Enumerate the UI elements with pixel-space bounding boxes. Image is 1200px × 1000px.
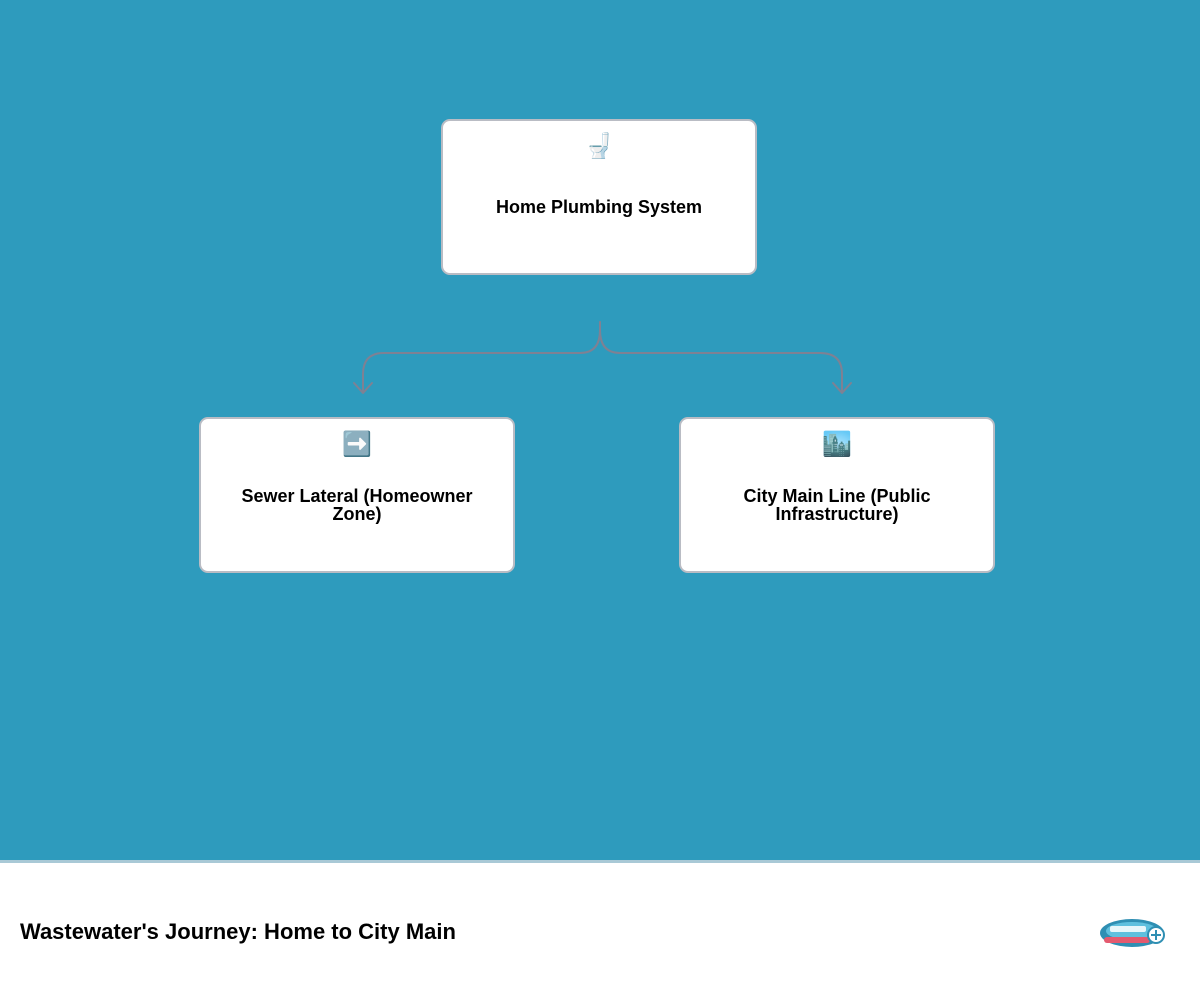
footer bbox=[0, 863, 1200, 1000]
footer-title: Wastewater's Journey: Home to City Main bbox=[20, 919, 456, 944]
cityscape-icon: 🏙️ bbox=[822, 431, 852, 458]
edge-home-to-city bbox=[600, 322, 842, 392]
node-label: City Main Line (Public Infrastructure) bbox=[743, 486, 931, 524]
node-sewer-lateral[interactable] bbox=[199, 417, 515, 573]
node-city-main-line[interactable] bbox=[679, 417, 995, 573]
node-label: Home Plumbing System bbox=[495, 197, 703, 217]
node-label: Sewer Lateral (Homeowner Zone) bbox=[241, 486, 473, 524]
company-logo-icon bbox=[1098, 915, 1168, 951]
right-arrow-icon: ➡️ bbox=[342, 431, 372, 458]
toilet-icon: 🚽 bbox=[584, 133, 614, 160]
edge-home-to-lateral bbox=[363, 322, 600, 392]
node-home-plumbing-system[interactable] bbox=[441, 119, 757, 275]
